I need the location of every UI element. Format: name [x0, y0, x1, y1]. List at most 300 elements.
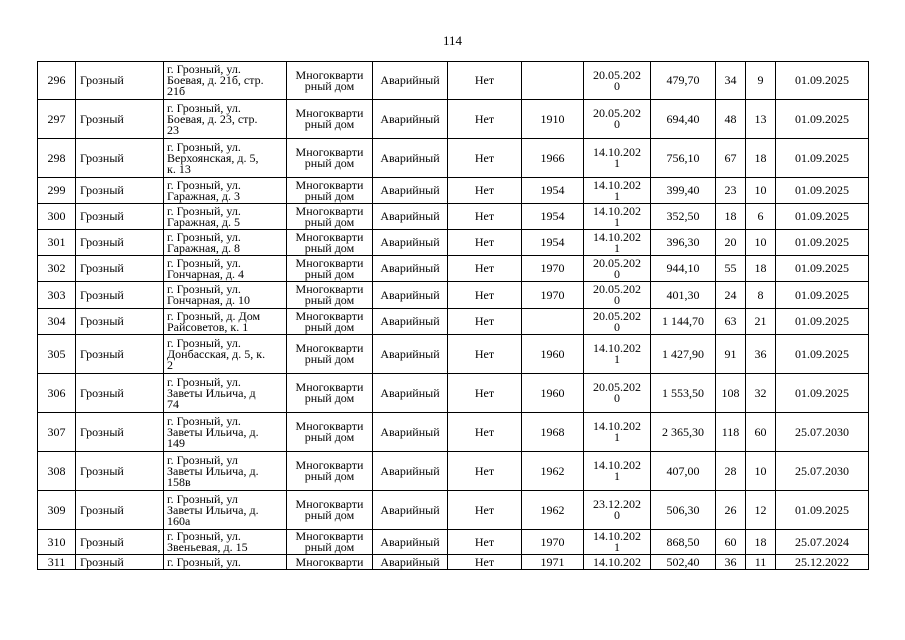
building-type-cell — [287, 491, 373, 530]
building-type-cell — [287, 309, 373, 335]
deadline-cell: 01.09.2025 — [776, 282, 869, 309]
area-cell: 401,30 — [651, 282, 716, 309]
count-cell: 55 — [716, 256, 746, 282]
count-cell: 60 — [746, 413, 776, 452]
deadline-cell: 01.09.2025 — [776, 62, 869, 100]
address-cell — [164, 491, 287, 530]
date-cell — [584, 139, 651, 178]
area-cell: 1 427,90 — [651, 335, 716, 374]
building-type-cell — [287, 374, 373, 413]
address-cell — [164, 530, 287, 555]
address-cell — [164, 413, 287, 452]
address-cell — [164, 204, 287, 230]
count-cell: 18 — [746, 256, 776, 282]
table-body — [38, 62, 869, 570]
date-cell-line: 1 — [614, 188, 620, 203]
building-type-cell-line: Многокварти — [295, 177, 364, 192]
count-cell: 13 — [746, 100, 776, 139]
address-cell-line: Боевая, д. 21б, стр. — [167, 73, 264, 87]
address-cell-line: Заветы Ильича, д. — [167, 502, 259, 517]
building-type-cell-line: рный дом — [304, 188, 355, 203]
status-cell: Аварийный — [373, 62, 448, 100]
date-cell — [584, 62, 651, 100]
count-cell: 63 — [716, 309, 746, 335]
address-cell-line: Гончарная, д. 10 — [167, 293, 251, 307]
address-cell-line: Заветы Ильича, д — [167, 385, 256, 400]
address-cell-line: г. Грозный, ул. — [167, 229, 241, 244]
address-cell-line: 158в — [167, 474, 191, 489]
building-type-cell-line: рный дом — [304, 156, 355, 170]
building-type-cell-line: Многокварти — [295, 106, 364, 120]
date-cell-line: 1 — [614, 214, 620, 229]
status-cell: Аварийный — [373, 204, 448, 230]
table-row — [38, 100, 869, 139]
building-type-cell-line: рный дом — [304, 240, 355, 255]
address-cell — [164, 452, 287, 491]
flag-cell: Нет — [448, 178, 522, 204]
area-cell: 756,10 — [651, 139, 716, 178]
address-cell-line: 74 — [167, 396, 179, 411]
count-cell: 34 — [716, 62, 746, 100]
city-cell: Грозный — [76, 335, 164, 374]
date-cell-line: 0 — [614, 391, 620, 405]
row-number-cell: 301 — [38, 230, 76, 256]
city-cell: Грозный — [76, 413, 164, 452]
building-type-cell-line: рный дом — [304, 319, 355, 334]
building-type-cell — [287, 62, 373, 100]
building-type-cell-line: рный дом — [304, 117, 355, 131]
date-cell-line: 1 — [614, 352, 620, 366]
date-cell-line: 1 — [614, 469, 620, 483]
status-cell: Аварийный — [373, 139, 448, 178]
date-cell — [584, 413, 651, 452]
building-type-cell-line: рный дом — [304, 391, 355, 405]
deadline-cell: 01.09.2025 — [776, 374, 869, 413]
area-cell: 1 144,70 — [651, 309, 716, 335]
deadline-cell: 01.09.2025 — [776, 491, 869, 530]
address-cell-line: г. Грозный, ул. — [167, 255, 241, 270]
address-cell-line: Заветы Ильича, д. — [167, 463, 259, 478]
deadline-cell: 25.07.2024 — [776, 530, 869, 555]
row-number-cell: 302 — [38, 256, 76, 282]
address-cell-line: 23 — [167, 122, 179, 137]
address-cell-line: г. Грозный, ул. — [167, 413, 241, 428]
date-cell-line: 14.10.202 — [593, 458, 641, 472]
date-cell — [584, 530, 651, 555]
address-cell-line: 2 — [167, 357, 173, 372]
flag-cell: Нет — [448, 555, 522, 570]
year-cell: 1960 — [522, 374, 584, 413]
date-cell — [584, 452, 651, 491]
row-number-cell: 306 — [38, 374, 76, 413]
row-number-cell: 305 — [38, 335, 76, 374]
flag-cell: Нет — [448, 100, 522, 139]
year-cell — [522, 62, 584, 100]
table-row — [38, 530, 869, 555]
deadline-cell: 25.07.2030 — [776, 413, 869, 452]
building-type-cell-line: Многокварти — [295, 229, 364, 244]
table-row — [38, 491, 869, 530]
flag-cell: Нет — [448, 256, 522, 282]
table-row — [38, 204, 869, 230]
city-cell: Грозный — [76, 100, 164, 139]
count-cell: 8 — [746, 282, 776, 309]
date-cell-line: 14.10.202 — [593, 419, 641, 433]
address-cell — [164, 178, 287, 204]
building-type-cell-line: Многокварти — [295, 255, 364, 270]
address-cell-line: 21б — [167, 84, 186, 98]
address-cell — [164, 282, 287, 309]
status-cell: Аварийный — [373, 178, 448, 204]
city-cell: Грозный — [76, 204, 164, 230]
address-cell-line: г. Грозный, ул. — [167, 62, 241, 76]
date-cell-line: 0 — [614, 293, 620, 307]
count-cell: 28 — [716, 452, 746, 491]
date-cell-line: 14.10.202 — [593, 529, 641, 543]
year-cell — [522, 309, 584, 335]
year-cell: 1954 — [522, 230, 584, 256]
count-cell: 108 — [716, 374, 746, 413]
count-cell: 21 — [746, 309, 776, 335]
address-cell-line: 160а — [167, 513, 191, 528]
city-cell: Грозный — [76, 282, 164, 309]
status-cell: Аварийный — [373, 374, 448, 413]
year-cell: 1962 — [522, 491, 584, 530]
deadline-cell: 01.09.2025 — [776, 335, 869, 374]
table-row — [38, 282, 869, 309]
city-cell: Грозный — [76, 491, 164, 530]
building-type-cell-line: Многокварти — [295, 145, 364, 159]
building-type-cell-line: Многокварти — [295, 308, 364, 323]
area-cell: 506,30 — [651, 491, 716, 530]
date-cell — [584, 555, 651, 570]
housing-table-wrapper — [37, 61, 869, 573]
count-cell: 60 — [716, 530, 746, 555]
date-cell — [584, 282, 651, 309]
date-cell-line: 1 — [614, 156, 620, 170]
building-type-cell-line: Многокварти — [295, 497, 364, 511]
address-cell — [164, 139, 287, 178]
city-cell: Грозный — [76, 555, 164, 570]
building-type-cell-line: рный дом — [304, 352, 355, 366]
address-cell — [164, 555, 287, 570]
address-cell-line: Гаражная, д. 8 — [167, 240, 240, 255]
date-cell-line: 1 — [614, 540, 620, 554]
count-cell: 36 — [746, 335, 776, 374]
date-cell-line: 14.10.202 — [593, 554, 641, 569]
address-cell-line: Звеньевая, д. 15 — [167, 540, 248, 554]
deadline-cell: 01.09.2025 — [776, 178, 869, 204]
area-cell: 868,50 — [651, 530, 716, 555]
date-cell-line: 14.10.202 — [593, 203, 641, 218]
building-type-cell-line: Многокварти — [295, 282, 364, 296]
area-cell: 2 365,30 — [651, 413, 716, 452]
count-cell: 12 — [746, 491, 776, 530]
address-cell-line: Гаражная, д. 5 — [167, 214, 240, 229]
city-cell: Грозный — [76, 256, 164, 282]
row-number-cell: 311 — [38, 555, 76, 570]
status-cell: Аварийный — [373, 309, 448, 335]
building-type-cell-line: рный дом — [304, 266, 355, 281]
date-cell-line: 20.05.202 — [593, 106, 641, 120]
count-cell: 6 — [746, 204, 776, 230]
building-type-cell — [287, 555, 373, 570]
table-row — [38, 139, 869, 178]
building-type-cell-line: Многокварти — [295, 341, 364, 355]
date-cell — [584, 309, 651, 335]
date-cell-line: 1 — [614, 430, 620, 444]
address-cell-line: г. Грозный, ул. — [167, 139, 241, 154]
date-cell-line: 0 — [614, 266, 620, 281]
address-cell-line: Райсоветов, к. 1 — [167, 319, 249, 334]
date-cell — [584, 374, 651, 413]
city-cell: Грозный — [76, 62, 164, 100]
building-type-cell-line: рный дом — [304, 508, 355, 522]
date-cell-line: 14.10.202 — [593, 341, 641, 355]
building-type-cell — [287, 178, 373, 204]
building-type-cell — [287, 256, 373, 282]
building-type-cell — [287, 230, 373, 256]
status-cell: Аварийный — [373, 530, 448, 555]
table-row — [38, 178, 869, 204]
date-cell-line: 20.05.202 — [593, 282, 641, 296]
row-number-cell: 308 — [38, 452, 76, 491]
city-cell: Грозный — [76, 530, 164, 555]
table-row — [38, 413, 869, 452]
status-cell: Аварийный — [373, 100, 448, 139]
area-cell: 502,40 — [651, 555, 716, 570]
city-cell: Грозный — [76, 178, 164, 204]
date-cell — [584, 335, 651, 374]
building-type-cell — [287, 100, 373, 139]
count-cell: 18 — [746, 530, 776, 555]
address-cell-line: г. Грозный, ул. — [167, 100, 241, 115]
date-cell-line: 0 — [614, 508, 620, 522]
year-cell: 1970 — [522, 282, 584, 309]
deadline-cell: 01.09.2025 — [776, 256, 869, 282]
building-type-cell — [287, 204, 373, 230]
flag-cell: Нет — [448, 452, 522, 491]
year-cell: 1971 — [522, 555, 584, 570]
date-cell-line: 20.05.202 — [593, 380, 641, 394]
date-cell — [584, 230, 651, 256]
flag-cell: Нет — [448, 282, 522, 309]
building-type-cell-line: рный дом — [304, 540, 355, 554]
area-cell: 479,70 — [651, 62, 716, 100]
row-number-cell: 296 — [38, 62, 76, 100]
row-number-cell: 307 — [38, 413, 76, 452]
address-cell-line: г. Грозный, ул. — [167, 203, 241, 218]
address-cell-line: г. Грозный, ул. — [167, 374, 241, 389]
year-cell: 1966 — [522, 139, 584, 178]
year-cell: 1968 — [522, 413, 584, 452]
year-cell: 1970 — [522, 530, 584, 555]
table-row — [38, 374, 869, 413]
building-type-cell-line: Многокварти — [295, 529, 364, 543]
flag-cell: Нет — [448, 230, 522, 256]
count-cell: 26 — [716, 491, 746, 530]
page-number: 114 — [442, 33, 463, 48]
row-number-cell: 304 — [38, 309, 76, 335]
address-cell-line: г. Грозный, ул. — [167, 554, 241, 569]
status-cell: Аварийный — [373, 555, 448, 570]
flag-cell: Нет — [448, 530, 522, 555]
year-cell: 1960 — [522, 335, 584, 374]
date-cell-line: 14.10.202 — [593, 177, 641, 192]
address-cell-line: Донбасская, д. 5, к. — [167, 346, 266, 361]
building-type-cell-line: рный дом — [304, 293, 355, 307]
count-cell: 10 — [746, 178, 776, 204]
city-cell: Грозный — [76, 139, 164, 178]
deadline-cell: 01.09.2025 — [776, 100, 869, 139]
date-cell-line: 20.05.202 — [593, 255, 641, 270]
date-cell — [584, 100, 651, 139]
table-row — [38, 230, 869, 256]
flag-cell: Нет — [448, 204, 522, 230]
flag-cell: Нет — [448, 139, 522, 178]
deadline-cell: 01.09.2025 — [776, 230, 869, 256]
address-cell-line: г. Грозный, ул. — [167, 335, 241, 350]
address-cell-line: г. Грозный, ул — [167, 452, 238, 467]
deadline-cell: 25.07.2030 — [776, 452, 869, 491]
table-row — [38, 452, 869, 491]
address-cell-line: Гончарная, д. 4 — [167, 266, 245, 281]
table-row — [38, 62, 869, 100]
status-cell: Аварийный — [373, 256, 448, 282]
building-type-cell — [287, 335, 373, 374]
year-cell: 1910 — [522, 100, 584, 139]
flag-cell: Нет — [448, 491, 522, 530]
count-cell: 10 — [746, 452, 776, 491]
city-cell: Грозный — [76, 374, 164, 413]
date-cell-line: 20.05.202 — [593, 67, 641, 82]
count-cell: 91 — [716, 335, 746, 374]
flag-cell: Нет — [448, 309, 522, 335]
date-cell — [584, 491, 651, 530]
deadline-cell: 01.09.2025 — [776, 309, 869, 335]
status-cell: Аварийный — [373, 230, 448, 256]
date-cell-line: 14.10.202 — [593, 229, 641, 244]
count-cell: 48 — [716, 100, 746, 139]
table-row — [38, 335, 869, 374]
row-number-cell: 310 — [38, 530, 76, 555]
address-cell-line: Верхоянская, д. 5, — [167, 150, 259, 165]
city-cell: Грозный — [76, 309, 164, 335]
flag-cell: Нет — [448, 335, 522, 374]
count-cell: 32 — [746, 374, 776, 413]
deadline-cell: 01.09.2025 — [776, 204, 869, 230]
address-cell — [164, 374, 287, 413]
address-cell-line: Гаражная, д. 3 — [167, 188, 240, 203]
flag-cell: Нет — [448, 62, 522, 100]
building-type-cell-line: Многокварти — [295, 203, 364, 218]
year-cell: 1954 — [522, 204, 584, 230]
year-cell: 1962 — [522, 452, 584, 491]
count-cell: 9 — [746, 62, 776, 100]
count-cell: 24 — [716, 282, 746, 309]
building-type-cell-line: Многокварти — [295, 458, 364, 472]
address-cell-line: Заветы Ильича, д. — [167, 424, 259, 439]
city-cell: Грозный — [76, 452, 164, 491]
address-cell-line: к. 13 — [167, 161, 191, 176]
date-cell — [584, 256, 651, 282]
address-cell-line: Боевая, д. 23, стр. — [167, 111, 258, 126]
row-number-cell: 303 — [38, 282, 76, 309]
count-cell: 10 — [746, 230, 776, 256]
area-cell: 694,40 — [651, 100, 716, 139]
deadline-cell: 25.12.2022 — [776, 555, 869, 570]
flag-cell: Нет — [448, 374, 522, 413]
date-cell-line: 0 — [614, 78, 620, 93]
row-number-cell: 299 — [38, 178, 76, 204]
date-cell-line: 14.10.202 — [593, 145, 641, 159]
table-row — [38, 309, 869, 335]
status-cell: Аварийный — [373, 335, 448, 374]
row-number-cell: 297 — [38, 100, 76, 139]
building-type-cell-line: рный дом — [304, 430, 355, 444]
status-cell: Аварийный — [373, 282, 448, 309]
count-cell: 67 — [716, 139, 746, 178]
address-cell-line: г. Грозный, ул. — [167, 282, 241, 296]
date-cell-line: 0 — [614, 117, 620, 131]
building-type-cell-line: Многокварти — [295, 419, 364, 433]
date-cell — [584, 178, 651, 204]
status-cell: Аварийный — [373, 413, 448, 452]
building-type-cell — [287, 139, 373, 178]
area-cell: 396,30 — [651, 230, 716, 256]
count-cell: 118 — [716, 413, 746, 452]
date-cell-line: 1 — [614, 240, 620, 255]
building-type-cell-line: Многокварти — [295, 380, 364, 394]
table-row — [38, 555, 869, 570]
address-cell — [164, 100, 287, 139]
address-cell — [164, 256, 287, 282]
housing-table — [37, 61, 869, 570]
building-type-cell — [287, 282, 373, 309]
address-cell-line: г. Грозный, ул. — [167, 177, 241, 192]
year-cell: 1954 — [522, 178, 584, 204]
area-cell: 407,00 — [651, 452, 716, 491]
address-cell — [164, 62, 287, 100]
row-number-cell: 298 — [38, 139, 76, 178]
address-cell — [164, 230, 287, 256]
row-number-cell: 300 — [38, 204, 76, 230]
area-cell: 944,10 — [651, 256, 716, 282]
building-type-cell-line: рный дом — [304, 78, 355, 93]
area-cell: 352,50 — [651, 204, 716, 230]
area-cell: 399,40 — [651, 178, 716, 204]
building-type-cell-line: Многокварти — [295, 67, 364, 82]
count-cell: 23 — [716, 178, 746, 204]
row-number-cell: 309 — [38, 491, 76, 530]
area-cell: 1 553,50 — [651, 374, 716, 413]
date-cell-line: 0 — [614, 319, 620, 334]
address-cell — [164, 335, 287, 374]
building-type-cell-line: рный дом — [304, 469, 355, 483]
count-cell: 18 — [716, 204, 746, 230]
address-cell-line: г. Грозный, ул. — [167, 529, 241, 543]
address-cell-line: 149 — [167, 435, 185, 450]
building-type-cell — [287, 530, 373, 555]
flag-cell: Нет — [448, 413, 522, 452]
building-type-cell-line: Многокварти — [295, 554, 364, 569]
count-cell: 18 — [746, 139, 776, 178]
deadline-cell: 01.09.2025 — [776, 139, 869, 178]
address-cell — [164, 309, 287, 335]
year-cell: 1970 — [522, 256, 584, 282]
date-cell-line: 23.12.202 — [593, 497, 641, 511]
address-cell-line: г. Грозный, д. Дом — [167, 308, 261, 323]
